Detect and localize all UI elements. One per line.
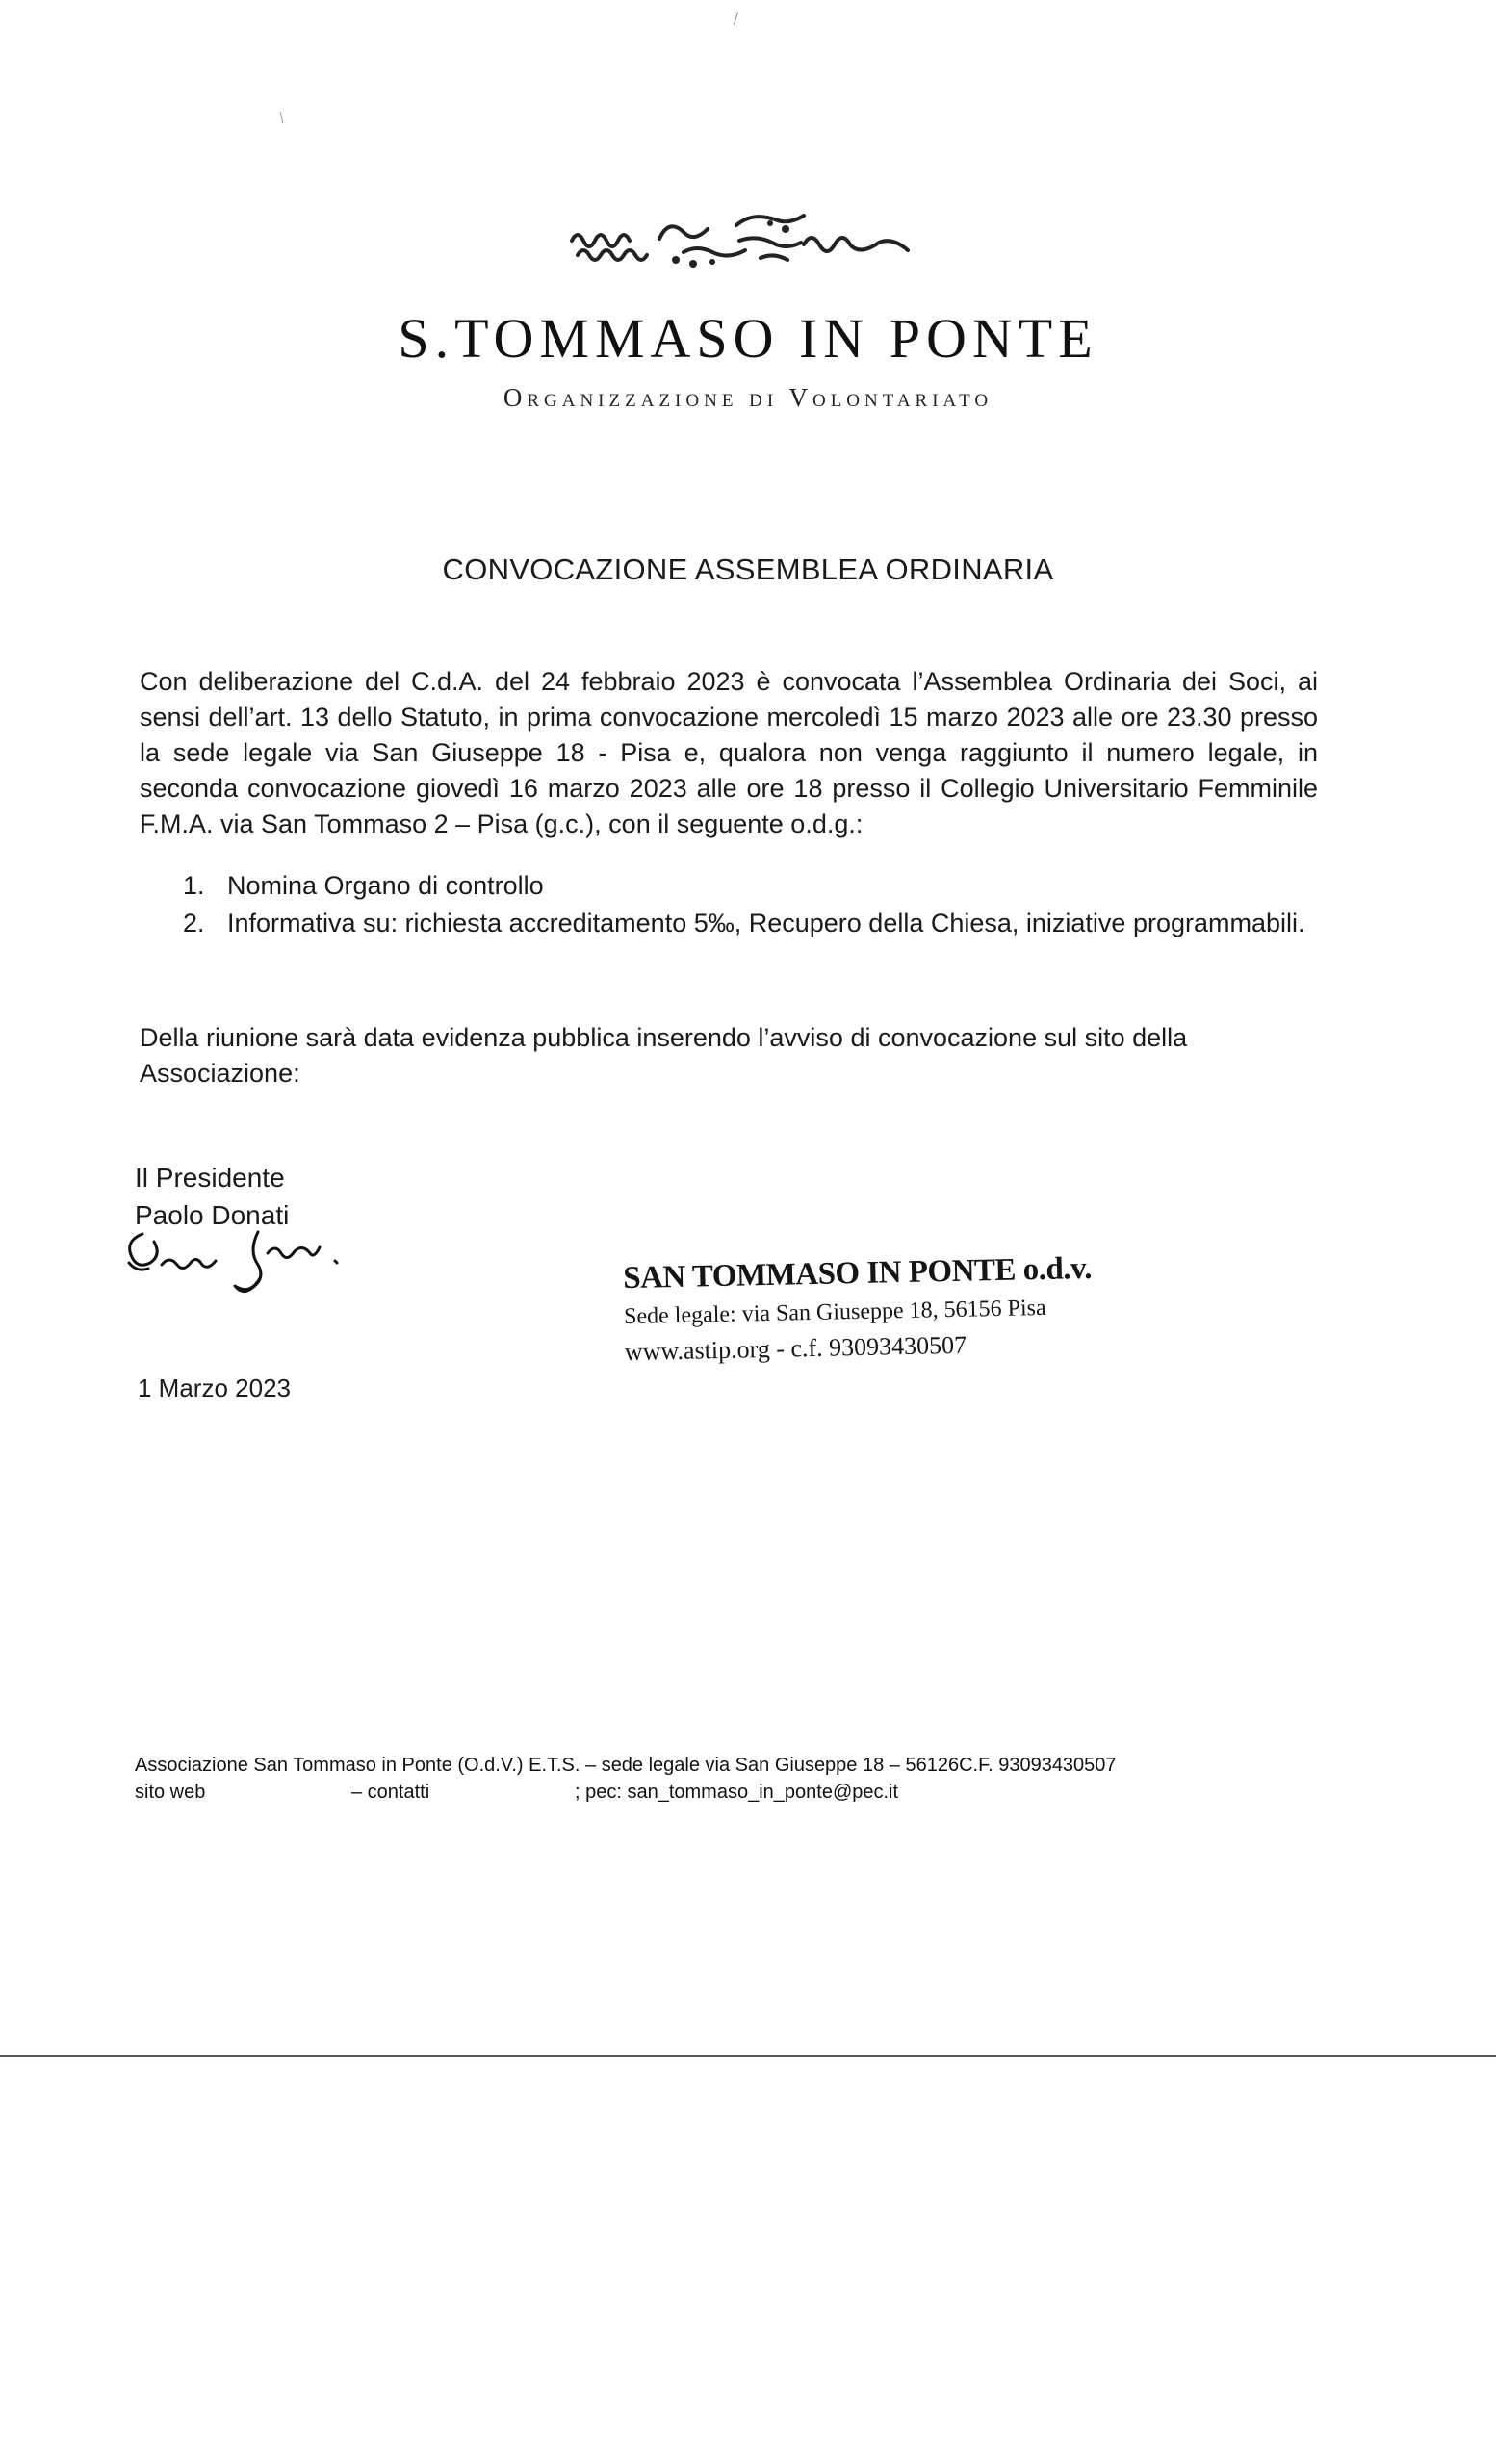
handwritten-signature [114,1215,364,1321]
agenda-item-text: Nomina Organo di controllo [227,871,544,900]
footer-contact-line [135,1779,1117,1806]
footer-contacts-label: – contatti [351,1782,430,1803]
scan-mark [280,112,283,123]
agenda-item-text: Informativa su: richiesta accreditamento 5‰, Recupero della Chiesa, iniziative programmabili. [227,909,1305,937]
agenda-list [183,869,1319,944]
agenda-item [183,907,1319,940]
scan-mark [734,12,738,25]
president-role: Il Presidente [135,1163,285,1193]
document-title: CONVOCAZIONE ASSEMBLEA ORDINARIA [442,552,1054,586]
logo-ornament-icon [568,202,915,279]
footer [135,1752,1117,1806]
agenda-item [183,869,1319,903]
stamp-title: SAN TOMMASO IN PONTE o.d.v. [622,1250,1093,1296]
scan-edge-line [0,2055,1496,2057]
agenda-item-number: 2. [183,909,205,937]
stamp-website-fiscal-code: www.astip.org - c.f. 93093430507 [624,1330,967,1367]
footer-website-label: sito web [135,1782,206,1803]
footer-pec: ; pec: san_tommaso_in_ponte@pec.it [575,1782,899,1803]
stamp-address: Sede legale: via San Giuseppe 18, 56156 Pisa [623,1295,1046,1330]
organization-subtitle: Organizzazione di Volontariato [503,383,993,412]
convocation-paragraph: Con deliberazione del C.d.A. del 24 febbraio 2023 è convocata l’Assemblea Ordinaria dei Soci, ai sensi dell’art. 13 dello Statuto, in prima convocazione mercoledì 15 marzo 2023 alle ore 23.30 presso la sede legale via San Giuseppe 18 - Pisa e, qualora non venga raggiunto il numero legale, in seconda convocazione giovedì 16 marzo 2023 alle ore 18 presso il Collegio Universitario Femminile F.M.A. via San Tommaso 2 – Pisa (g.c.), con il seguente o.d.g.: [140,667,1318,838]
public-notice-paragraph: Della riunione sarà data evidenza pubblica inserendo l’avviso di convocazione sul sito della Associazione: [140,1023,1188,1088]
organization-name: S.TOMMASO IN PONTE [398,307,1098,370]
footer-address-line: Associazione San Tommaso in Ponte (O.d.V.) E.T.S. – sede legale via San Giuseppe 18 – 56126C.F. 93093430507 [135,1755,1117,1776]
association-stamp [623,1251,1094,1367]
document-date: 1 Marzo 2023 [138,1373,291,1402]
president-name: Paolo Donati [135,1200,290,1230]
agenda-item-number: 1. [183,871,205,900]
